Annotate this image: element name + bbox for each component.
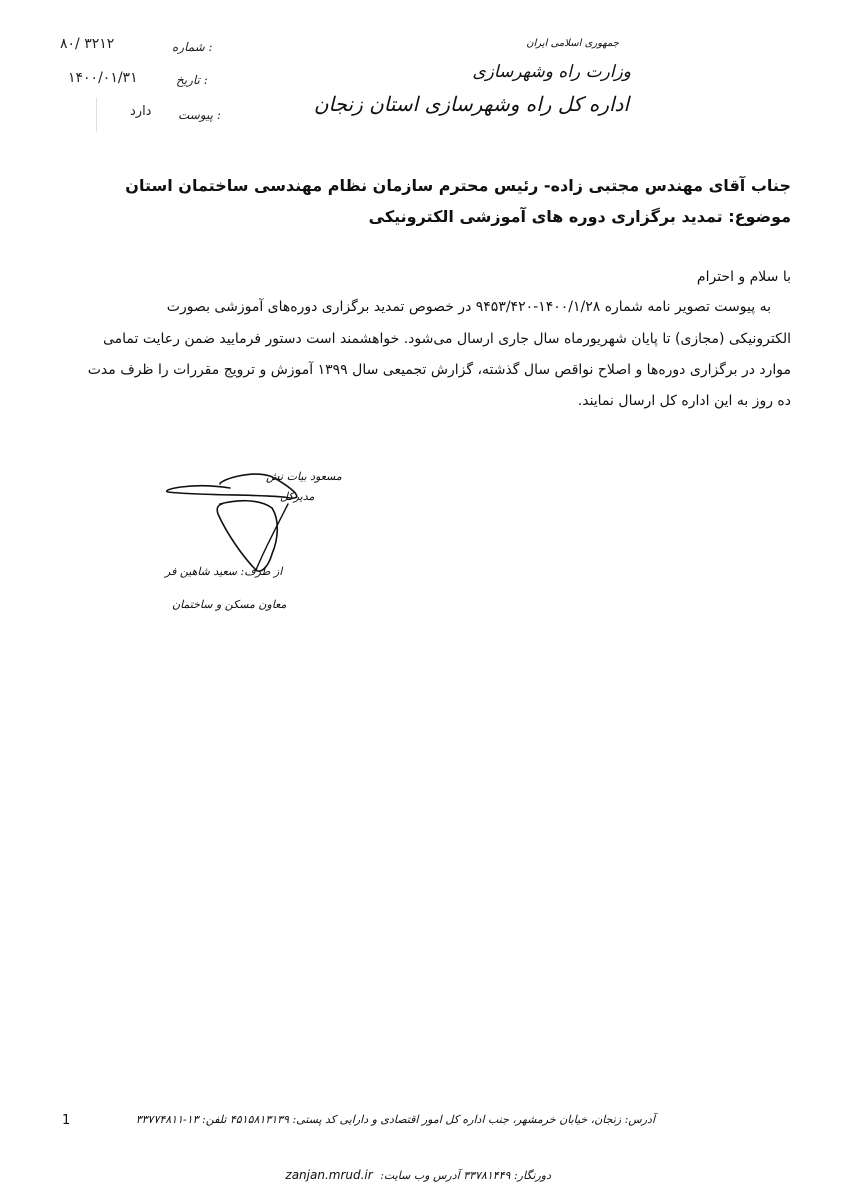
letterhead-republic: جمهوری اسلامی ایران — [526, 38, 619, 49]
footer-contact — [285, 1168, 551, 1182]
signer-title: مدیرکل — [280, 490, 315, 503]
body-line: ده روز به این اداره کل ارسال نمایند. — [577, 393, 791, 409]
footer-fax: دورنگار: ۳۳۷۸۱۴۴۹ آدرس وب سایت: — [380, 1169, 551, 1182]
number-label: شماره : — [172, 40, 213, 54]
recipient-line: جناب آقای مهندس مجتبی زاده- رئیس محترم سازمان نظام مهندسی ساختمان استان — [125, 176, 791, 195]
date-label: تاریخ : — [176, 73, 208, 87]
metadata-divider — [96, 98, 97, 132]
signer-name: مسعود بیات نش — [266, 470, 342, 483]
body-line: به پیوست تصویر نامه شماره ۱۴۰۰/۱/۲۸-۹۴۵۳/۴۲۰ در خصوص تمدید برگزاری دوره‌های آموزشی بصورت — [166, 299, 771, 315]
subject-line: موضوع: تمدید برگزاری دوره های آموزشی الکترونیکی — [368, 207, 791, 226]
attachment-value: دارد — [130, 104, 152, 119]
footer-address: آدرس: زنجان، خیابان خرمشهر، جنب اداره کل امور اقتصادی و دارایی کد پستی: ۴۵۱۵۸۱۳۱۳۹ تلفن: ۱۳-۳۳۷۷۴۸۱۱ — [135, 1113, 655, 1126]
letter-date: ۱۴۰۰/۰۱/۳۱ — [68, 70, 138, 86]
attachment-label: پیوست : — [178, 108, 221, 122]
deputy-title: معاون مسکن و ساختمان — [172, 598, 287, 611]
body-line: الکترونیکی (مجازی) تا پایان شهریورماه سال جاری ارسال می‌شود. خواهشمند است دستور فرمایید ضمن رعایت تمامی — [102, 331, 791, 347]
letterhead-ministry: وزارت راه وشهرسازی — [472, 62, 631, 82]
footer-website-link[interactable]: zanjan.mrud.ir — [285, 1168, 373, 1182]
letterhead-office: اداره کل راه وشهرسازی استان زنجان — [313, 92, 629, 116]
page-number: 1 — [62, 1113, 71, 1128]
letter-number: ۸۰/ ۳۲۱۲ — [60, 36, 115, 52]
greeting: با سلام و احترام — [696, 269, 791, 285]
body-line: موارد در برگزاری دوره‌ها و اصلاح نواقص سال گذشته، گزارش تجمیعی سال ۱۳۹۹ آموزش و ترویج مقررات را ظرف مدت — [87, 362, 791, 378]
on-behalf-note: از طرف: سعید شاهین فر — [165, 565, 283, 578]
